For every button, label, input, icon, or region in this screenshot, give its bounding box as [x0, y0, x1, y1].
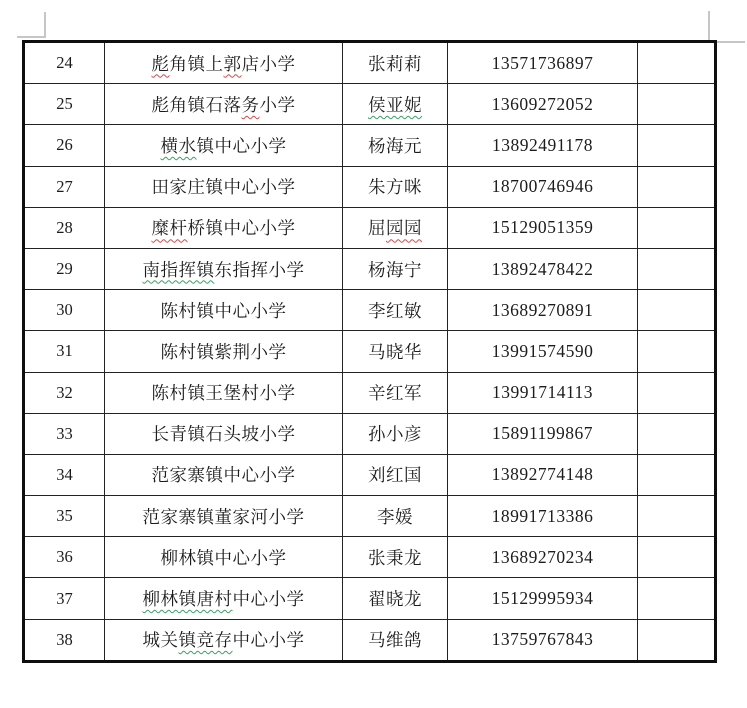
- contact-name-segment-marked: 侯亚妮: [368, 94, 422, 115]
- school-name-segment-marked: 彪: [151, 53, 170, 74]
- empty-cell: [638, 413, 716, 454]
- table-row: [24, 578, 716, 619]
- phone-number-cell: 13609272052: [448, 84, 638, 125]
- table-row: [24, 42, 716, 84]
- table-row: [24, 619, 716, 661]
- school-name-segment-marked: 务: [241, 94, 260, 115]
- empty-cell: [638, 331, 716, 372]
- school-name-cell: [105, 619, 343, 661]
- school-name-cell: [105, 207, 343, 248]
- contact-name-cell: [343, 331, 448, 372]
- school-name-segment: 镇中心小学: [196, 135, 287, 156]
- school-name-segment: 店小学: [241, 53, 296, 74]
- school-name-cell: [105, 125, 343, 166]
- contact-name-cell: [343, 578, 448, 619]
- table-row: [24, 207, 716, 248]
- phone-number-cell: 13571736897: [448, 42, 638, 84]
- contact-name-cell: [343, 84, 448, 125]
- phone-number-cell: 18700746946: [448, 166, 638, 207]
- school-name-segment-marked: 郭: [223, 53, 242, 74]
- contact-name-cell: [343, 372, 448, 413]
- row-number-cell: 35: [24, 496, 105, 537]
- school-name-segment: 陈村镇紫荆小学: [160, 341, 287, 362]
- table-row: [24, 496, 716, 537]
- table-row: [24, 372, 716, 413]
- school-name-segment-marked: 糜杆: [151, 218, 188, 239]
- school-name-segment-marked: 柳林镇唐村: [142, 589, 233, 610]
- school-name-segment: 范家寨镇中心小学: [151, 465, 296, 486]
- empty-cell: [638, 578, 716, 619]
- contact-name-segment: 张莉莉: [368, 53, 422, 74]
- row-number-cell: 32: [24, 372, 105, 413]
- margin-mark-top-left-horizontal: [17, 36, 45, 38]
- table-row: [24, 125, 716, 166]
- contact-name-segment: 杨海元: [368, 135, 422, 156]
- phone-number-cell: 18991713386: [448, 496, 638, 537]
- phone-number-cell: 13991714113: [448, 372, 638, 413]
- school-name-cell: [105, 537, 343, 578]
- empty-cell: [638, 372, 716, 413]
- school-name-cell: [105, 290, 343, 331]
- row-number-cell: 27: [24, 166, 105, 207]
- school-name-segment: 范家寨镇董家河小学: [142, 506, 305, 527]
- school-name-segment: 桥镇中心小学: [187, 218, 296, 239]
- school-name-segment-marked: 横水: [160, 135, 197, 156]
- empty-cell: [638, 42, 716, 84]
- row-number-cell: 24: [24, 42, 105, 84]
- school-name-cell: [105, 454, 343, 495]
- contact-name-segment: 辛红军: [368, 383, 422, 404]
- row-number-cell: 29: [24, 248, 105, 289]
- school-name-segment: 小学: [259, 94, 296, 115]
- contact-name-cell: [343, 619, 448, 661]
- row-number-cell: 28: [24, 207, 105, 248]
- table-row: [24, 331, 716, 372]
- contact-name-cell: [343, 290, 448, 331]
- contact-name-cell: [343, 166, 448, 207]
- table-row: [24, 290, 716, 331]
- contact-name-segment: 马晓华: [368, 341, 422, 362]
- table-row: [24, 84, 716, 125]
- phone-number-cell: 13892491178: [448, 125, 638, 166]
- phone-number-cell: 13892774148: [448, 454, 638, 495]
- school-name-segment: 柳林镇中心小学: [160, 547, 287, 568]
- contact-name-segment: 孙小彦: [368, 424, 422, 445]
- phone-number-cell: 13689270234: [448, 537, 638, 578]
- school-name-segment: 田家庄镇中心小学: [151, 177, 296, 198]
- empty-cell: [638, 454, 716, 495]
- school-name-segment: 彪角镇石落: [151, 94, 242, 115]
- row-number-cell: 30: [24, 290, 105, 331]
- empty-cell: [638, 248, 716, 289]
- school-name-segment: 陈村镇中心小学: [160, 300, 287, 321]
- school-name-segment-marked: 镇竞存: [178, 630, 233, 651]
- row-number-cell: 38: [24, 619, 105, 661]
- school-name-cell: [105, 578, 343, 619]
- phone-number-cell: 13689270891: [448, 290, 638, 331]
- contact-name-segment: 李红敏: [368, 300, 422, 321]
- school-name-cell: [105, 331, 343, 372]
- contact-name-cell: [343, 413, 448, 454]
- table-row: [24, 248, 716, 289]
- contact-table: [22, 40, 717, 663]
- empty-cell: [638, 125, 716, 166]
- contact-name-segment: 朱方咪: [368, 177, 422, 198]
- school-name-cell: [105, 84, 343, 125]
- contact-name-cell: [343, 207, 448, 248]
- school-name-segment: 角镇上: [169, 53, 224, 74]
- school-name-cell: [105, 166, 343, 207]
- contact-name-segment-marked: 园园: [386, 218, 422, 239]
- empty-cell: [638, 496, 716, 537]
- table-row: [24, 413, 716, 454]
- contact-name-cell: [343, 248, 448, 289]
- contact-name-cell: [343, 454, 448, 495]
- school-name-segment: 城关: [142, 630, 179, 651]
- row-number-cell: 37: [24, 578, 105, 619]
- contact-name-segment: 刘红国: [368, 465, 422, 486]
- margin-mark-top-right-vertical: [708, 11, 710, 40]
- margin-mark-top-right-horizontal: [713, 41, 745, 43]
- empty-cell: [638, 290, 716, 331]
- empty-cell: [638, 84, 716, 125]
- school-name-segment: 长青镇石头坡小学: [151, 424, 296, 445]
- table-row: [24, 166, 716, 207]
- phone-number-cell: 15891199867: [448, 413, 638, 454]
- school-name-cell: [105, 42, 343, 84]
- empty-cell: [638, 619, 716, 661]
- contact-name-cell: [343, 496, 448, 537]
- row-number-cell: 36: [24, 537, 105, 578]
- contact-name-cell: [343, 537, 448, 578]
- empty-cell: [638, 207, 716, 248]
- phone-number-cell: 15129051359: [448, 207, 638, 248]
- empty-cell: [638, 537, 716, 578]
- contact-name-segment: 屈: [368, 218, 386, 239]
- table-row: [24, 537, 716, 578]
- school-name-segment: 东指挥小学: [214, 259, 305, 280]
- phone-number-cell: 15129995934: [448, 578, 638, 619]
- contact-name-segment: 翟晓龙: [368, 589, 422, 610]
- row-number-cell: 25: [24, 84, 105, 125]
- contact-name-segment: 杨海宁: [368, 259, 422, 280]
- phone-number-cell: 13991574590: [448, 331, 638, 372]
- school-name-cell: [105, 248, 343, 289]
- table-row: [24, 454, 716, 495]
- school-name-segment: 陈村镇王堡村小学: [151, 383, 296, 404]
- phone-number-cell: 13759767843: [448, 619, 638, 661]
- school-name-cell: [105, 496, 343, 537]
- row-number-cell: 31: [24, 331, 105, 372]
- row-number-cell: 33: [24, 413, 105, 454]
- school-name-segment-marked: 南指挥镇: [142, 259, 215, 280]
- school-name-segment: 中心小学: [232, 589, 305, 610]
- margin-mark-top-left-vertical: [44, 12, 46, 38]
- school-name-cell: [105, 372, 343, 413]
- empty-cell: [638, 166, 716, 207]
- contact-name-segment: 张秉龙: [368, 547, 422, 568]
- row-number-cell: 26: [24, 125, 105, 166]
- school-name-cell: [105, 413, 343, 454]
- contact-name-segment: 马维鸽: [368, 630, 422, 651]
- contact-name-cell: [343, 42, 448, 84]
- phone-number-cell: 13892478422: [448, 248, 638, 289]
- school-name-segment: 中心小学: [232, 630, 305, 651]
- contact-name-segment: 李媛: [377, 506, 413, 527]
- contact-name-cell: [343, 125, 448, 166]
- row-number-cell: 34: [24, 454, 105, 495]
